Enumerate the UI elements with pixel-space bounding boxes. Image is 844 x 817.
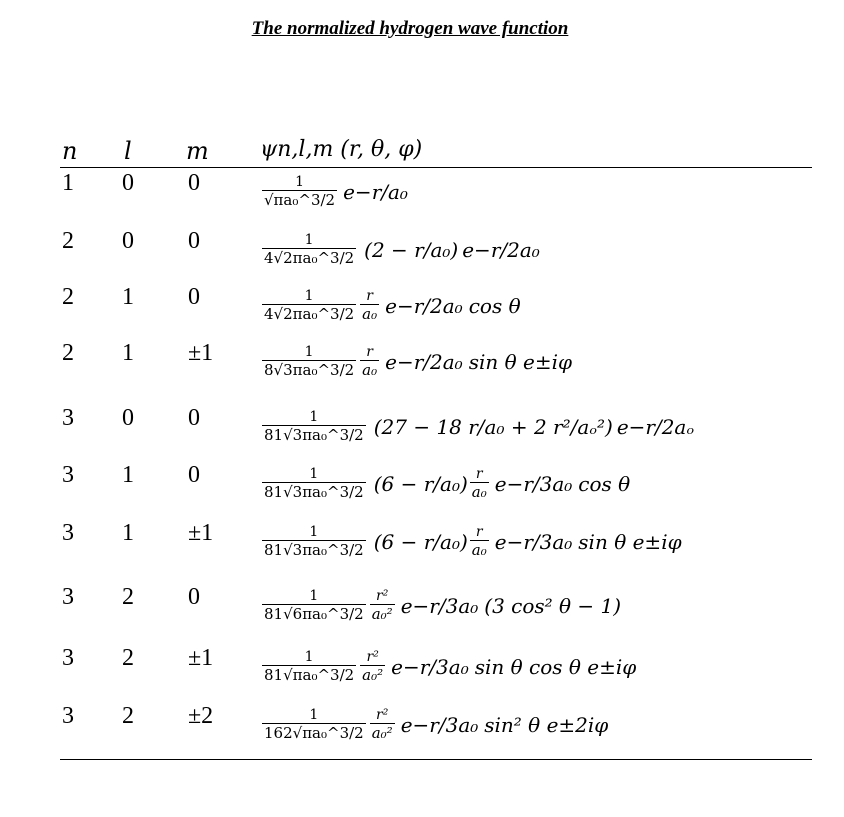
cell-l: 2 [122,645,134,671]
wave-function-expression [260,220,540,280]
fraction-denominator: 81√πa₀^3/2 [264,666,355,684]
fraction-denominator: √πa₀^3/2 [264,191,336,209]
cell-n: 3 [62,462,74,488]
ratio-numerator: r² [366,649,379,665]
fraction-numerator: 1 [295,174,304,190]
fraction-numerator: 1 [309,707,319,723]
polynomial-factor: (6 − r/a₀) [373,530,468,554]
header-m: m [186,137,209,165]
table-row [60,703,820,763]
cell-m: ±1 [188,340,214,366]
table-row [60,584,820,644]
cell-n: 3 [62,645,74,671]
angular-factor: sin θ e±iφ [578,530,682,554]
cell-m: 0 [188,584,200,610]
polynomial-factor: (2 − r/a₀) [364,238,459,262]
normalization-fraction [262,650,356,684]
radial-ratio [360,345,379,379]
exponential-factor: e−r/3a₀ [400,713,479,737]
normalization-fraction [262,589,366,623]
exponential-factor: e−r/2aₒ [616,415,695,439]
wave-function-expression [260,512,682,572]
normalization-fraction [262,708,366,742]
cell-n: 1 [62,170,74,196]
fraction-denominator: 81√3πa₀^3/2 [264,483,364,501]
fraction-numerator: 1 [304,649,314,665]
ratio-denominator: a₀² [371,605,393,623]
cell-n: 2 [62,340,74,366]
cell-m: 0 [188,284,200,310]
cell-n: 3 [62,405,74,431]
header-n: n [62,137,78,165]
ratio-numerator: r [366,344,373,360]
radial-ratio [370,589,395,623]
header-rule [60,167,812,168]
exponential-factor: e−r/2a₀ [462,238,540,262]
cell-l: 2 [122,703,134,729]
wave-function-expression [260,276,521,336]
radial-ratio [470,525,489,559]
cell-n: 2 [62,284,74,310]
ratio-numerator: r [475,524,483,540]
cell-m: 0 [188,228,200,254]
ratio-numerator: r² [376,588,389,604]
cell-n: 3 [62,703,74,729]
exponential-factor: e−r/3a₀ [494,472,573,496]
radial-ratio [370,708,395,742]
table-row [60,340,820,400]
ratio-denominator: a₀² [362,666,384,684]
exponential-factor: e−r/2a₀ [385,294,463,318]
fraction-numerator: 1 [304,344,314,360]
fraction-numerator: 1 [309,466,319,482]
bottom-rule [60,759,812,760]
exponential-factor: e−r/a₀ [343,180,408,204]
fraction-numerator: 1 [304,288,314,304]
table-header-row [60,135,812,167]
cell-l: 0 [122,228,134,254]
wave-function-expression [260,637,636,697]
fraction-denominator: 162√πa₀^3/2 [264,724,364,742]
exponential-factor: e−r/3a₀ [400,594,479,618]
cell-n: 2 [62,228,74,254]
wave-function-expression [260,454,630,514]
fraction-numerator: 1 [304,232,314,248]
polynomial-factor: (27 − 18 r/a₀ + 2 r²/aₒ²) [373,415,613,439]
cell-l: 1 [122,520,134,546]
exponential-factor: e−r/2a₀ [385,350,463,374]
header-l: l [124,137,132,165]
angular-factor: sin θ e±iφ [468,350,572,374]
ratio-denominator: a₀ [362,305,378,323]
ratio-numerator: r [366,288,373,304]
cell-l: 0 [122,170,134,196]
normalization-fraction [262,525,366,559]
header-psi: ψn,l,m (r, θ, φ) [260,137,423,162]
angular-factor: sin² θ e±2iφ [484,713,609,737]
table-row [60,520,820,580]
ratio-denominator: a₀ [471,541,487,559]
cell-m: ±1 [188,645,214,671]
cell-m: ±2 [188,703,214,729]
wave-function-expression [260,576,621,636]
wave-function-expression [260,162,408,222]
angular-factor: cos θ [578,472,631,496]
normalization-fraction [262,175,337,209]
ratio-numerator: r [475,466,483,482]
cell-l: 1 [122,462,134,488]
fraction-denominator: 81√3πa₀^3/2 [264,426,364,444]
radial-ratio [360,650,385,684]
ratio-denominator: a₀ [471,483,487,501]
ratio-denominator: a₀² [371,724,393,742]
ratio-numerator: r² [376,707,389,723]
fraction-denominator: 81√3πa₀^3/2 [264,541,364,559]
normalization-fraction [262,410,366,444]
cell-l: 1 [122,340,134,366]
cell-m: 0 [188,462,200,488]
cell-n: 3 [62,520,74,546]
angular-factor: cos θ [468,294,521,318]
cell-l: 1 [122,284,134,310]
angular-factor: sin θ cos θ e±iφ [474,655,637,679]
fraction-numerator: 1 [309,409,319,425]
normalization-fraction [262,289,356,323]
polynomial-factor: (6 − r/a₀) [373,472,468,496]
wave-function-expression [260,695,608,755]
fraction-denominator: 4√2πa₀^3/2 [264,305,355,323]
wave-function-expression [260,332,572,392]
cell-l: 2 [122,584,134,610]
normalization-fraction [262,467,366,501]
wave-function-table [60,135,812,168]
cell-l: 0 [122,405,134,431]
radial-ratio [470,467,489,501]
angular-factor: (3 cos² θ − 1) [484,594,622,618]
fraction-denominator: 81√6πa₀^3/2 [264,605,364,623]
cell-n: 3 [62,584,74,610]
page-title: The normalized hydrogen wave function [251,18,569,39]
cell-m: 0 [188,405,200,431]
wave-function-expression [260,397,694,457]
ratio-denominator: a₀ [362,361,378,379]
radial-ratio [360,289,379,323]
fraction-denominator: 4√2πa₀^3/2 [264,249,355,267]
normalization-fraction [262,345,356,379]
cell-m: 0 [188,170,200,196]
fraction-numerator: 1 [309,588,319,604]
exponential-factor: e−r/3a₀ [391,655,469,679]
cell-m: ±1 [188,520,214,546]
exponential-factor: e−r/3a₀ [494,530,573,554]
normalization-fraction [262,233,356,267]
fraction-numerator: 1 [309,524,319,540]
fraction-denominator: 8√3πa₀^3/2 [264,361,355,379]
